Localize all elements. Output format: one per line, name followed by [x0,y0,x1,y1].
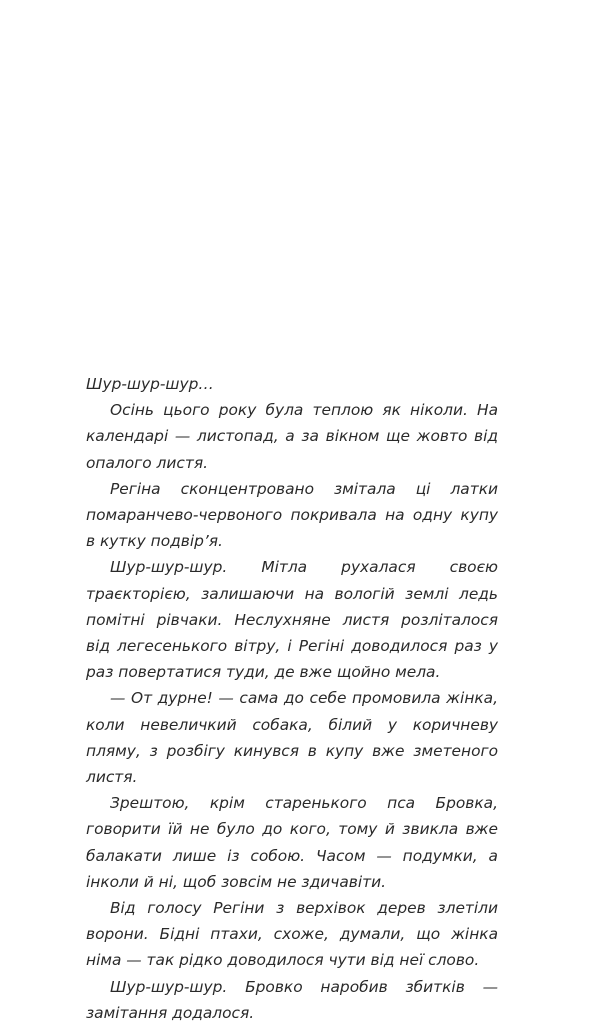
paragraph: Шур-шур-шур… [86,375,214,393]
paragraph: Регіна сконцентровано змітала ці латки помаранчево-червоного покривала на одну купу в кутку подвір’я. [86,479,498,551]
paragraph: Зрештою, крім старенького пса Бровка, говорити їй не було до кого, тому й звикла вже балакати лише із собою. Часом — подумки, а інколи й ні, щоб зовсім не здичавіти. [86,794,498,891]
paragraph: — От дурне! — сама до себе промовила жінка, коли невеличкий собака, білий у коричневу пляму, з розбігу кинувся в купу вже зметеного листя. [86,689,498,787]
story-text [86,371,498,1026]
paragraph: Шур-шур-шур. Бровко наробив збитків — замітання додалося. [86,977,498,1022]
paragraph: Шур-шур-шур. Мітла рухалася своєю траєкторією, залишаючи на вологій землі ледь помітні рівчаки. Неслухняне листя розліталося від легесенького вітру, і Регіні доводилося раз у раз повертатися туди, де вже щойно мела. [86,558,498,682]
paragraph: Осінь цього року була теплою як ніколи. На календарі — листопад, а за вікном ще жовто від опалого листя. [86,401,498,472]
paragraph: Від голосу Регіни з верхівок дерев злетіли ворони. Бідні птахи, схоже, думали, що жінка німа — так рідко доводилося чути від неї слово. [86,899,498,970]
